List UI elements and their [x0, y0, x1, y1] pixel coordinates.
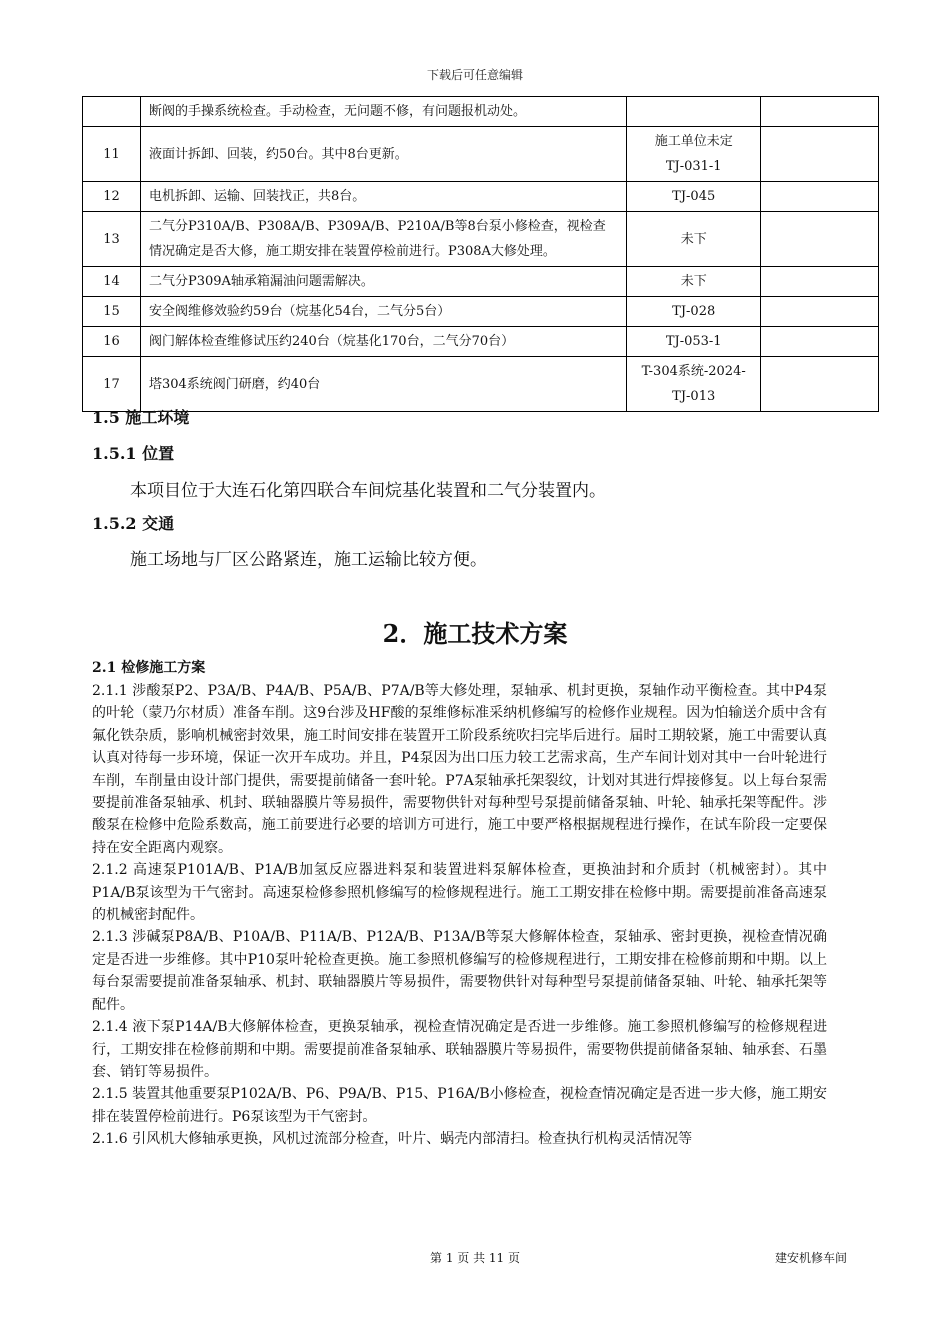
row-remark [761, 267, 879, 297]
row-remark [761, 212, 879, 267]
row-remark [761, 357, 879, 412]
row-reference: T-304系统-2024- TJ-013 [627, 357, 761, 412]
row-description: 电机拆卸、运输、回装找正，共8台。 [140, 182, 626, 212]
paragraph-2-1-1: 2.1.1 涉酸泵P2、P3A/B、P4A/B、P5A/B、P7A/B等大修处理，泵轴承、机封更换，泵轴作动平衡检查。其中P4泵的叶轮（蒙乃尔材质）准备车削。这9台涉及HF酸的泵维修标准采纳机修编写的检修作业规程。因为怕输送介质中含有氟化铁杂质，影响机械密封效果，施工时间安排在装置开工阶段系统吹扫完毕后进行。届时工期较紧，施工中需要认真认真对待每一步环境，保证一次开车成功。并且，P4泵因为出口压力较工艺需求高，生产车间计划对其中一台叶轮进行车削，车削量由设计部门提供，需要提前储备一套叶轮。P7A泵轴承托架裂纹，计划对其进行焊接修复。以上每台泵需要提前准备泵轴承、机封、联轴器膜片等易损件，需要物供针对每种型号泵提前储备泵轴、叶轮、轴承托架等配件。涉酸泵在检修中危险系数高，施工前要进行必要的培训方可进行，施工中要严格根据规程进行操作，在试车阶段一定要保持在安全距离内观察。 [92, 683, 827, 856]
row-description: 阀门解体检查维修试压约240台（烷基化170台，二气分70台） [140, 327, 626, 357]
row-number [83, 97, 141, 127]
table-row [83, 97, 879, 127]
paragraph-2-1-3: 2.1.3 涉碱泵P8A/B、P10A/B、P11A/B、P12A/B、P13A/B等泵大修解体检查，泵轴承、密封更换，视检查情况确定是否进一步维修。其中P10泵叶轮检查更换。施工参照机修编写的检修规程进行，工期安排在检修前期和中期。以上每台泵需要提前准备泵轴承、机封、联轴器膜片等易损件，需要物供针对每种型号泵提前储备泵轴、叶轮、轴承托架等配件。 [92, 929, 827, 1013]
row-number: 11 [83, 127, 141, 182]
row-remark [761, 297, 879, 327]
chapter-2-title: 2．施工技术方案 [382, 619, 568, 648]
page-number: 第 1 页 共 11 页 [430, 1251, 520, 1265]
paragraph-2-1-2: 2.1.2 高速泵P101A/B、P1A/B加氢反应器进料泵和装置进料泵解体检查，更换油封和介质封（机械密封）。其中P1A/B泵该型为干气密封。高速泵检修参照机修编写的检修规程进行。施工工期安排在检修中期。需要提前准备高速泵的机械密封配件。 [92, 862, 827, 924]
row-reference: 施工单位未定 TJ-031-1 [627, 127, 761, 182]
row-number: 14 [83, 267, 141, 297]
paragraph-2-1-5: 2.1.5 装置其他重要泵P102A/B、P6、P9A/B、P15、P16A/B小修检查，视检查情况确定是否进一步大修，施工期安排在装置停检前进行。P6泵该型为干气密封。 [92, 1086, 827, 1125]
paragraph-2-1-6: 2.1.6 引风机大修轴承更换，风机过流部分检查，叶片、蜗壳内部清扫。检查执行机构灵活情况等 [92, 1131, 693, 1148]
row-reference: 未下 [627, 267, 761, 297]
row-description: 二气分P309A轴承箱漏油问题需解决。 [140, 267, 626, 297]
table-row [83, 267, 879, 297]
row-description: 塔304系统阀门研磨，约40台 [140, 357, 626, 412]
paragraph-2-1-4: 2.1.4 液下泵P14A/B大修解体检查，更换泵轴承，视检查情况确定是否进一步维修。施工参照机修编写的检修规程进行，工期安排在检修前期和中期。需要提前准备泵轴承、联轴器膜片等易损件，需要物供提前储备泵轴、轴承套、石墨套、销钉等易损件。 [92, 1019, 827, 1080]
table-row [83, 357, 879, 412]
page-header: 下载后可任意编辑 [426, 68, 523, 82]
row-description: 二气分P310A/B、P308A/B、P309A/B、P210A/B等8台泵小修检查，视检查情况确定是否大修，施工期安排在装置停检前进行。P308A大修处理。 [140, 212, 626, 267]
row-remark [761, 97, 879, 127]
table-row [83, 212, 879, 267]
row-reference: 未下 [627, 212, 761, 267]
row-description: 安全阀维修效验约59台（烷基化54台，二气分5台） [140, 297, 626, 327]
row-remark [761, 182, 879, 212]
row-description: 液面计拆卸、回装，约50台。其中8台更新。 [140, 127, 626, 182]
row-number: 13 [83, 212, 141, 267]
section-2-1-heading: 2.1 检修施工方案 [92, 660, 206, 676]
table-row [83, 327, 879, 357]
row-remark [761, 327, 879, 357]
table-row [83, 182, 879, 212]
section-2-1-body [92, 680, 827, 1151]
traffic-paragraph: 施工场地与厂区公路紧连，施工运输比较方便。 [130, 550, 487, 570]
work-items-table [82, 96, 879, 412]
row-number: 15 [83, 297, 141, 327]
row-reference [627, 97, 761, 127]
row-remark [761, 127, 879, 182]
row-reference: TJ-053-1 [627, 327, 761, 357]
section-1-5-heading: 1.5 施工环境 [92, 408, 190, 427]
section-1-5-2-heading: 1.5.2 交通 [92, 514, 175, 533]
footer-department: 建安机修车间 [775, 1251, 848, 1265]
row-reference: TJ-045 [627, 182, 761, 212]
row-number: 17 [83, 357, 141, 412]
section-1-5-1-heading: 1.5.1 位置 [92, 444, 175, 463]
table-row [83, 127, 879, 182]
location-paragraph: 本项目位于大连石化第四联合车间烷基化装置和二气分装置内。 [130, 481, 606, 501]
table-row [83, 297, 879, 327]
row-reference: TJ-028 [627, 297, 761, 327]
row-number: 12 [83, 182, 141, 212]
row-number: 16 [83, 327, 141, 357]
row-description: 断阀的手操系统检查。手动检查，无问题不修，有问题报机动处。 [140, 97, 626, 127]
